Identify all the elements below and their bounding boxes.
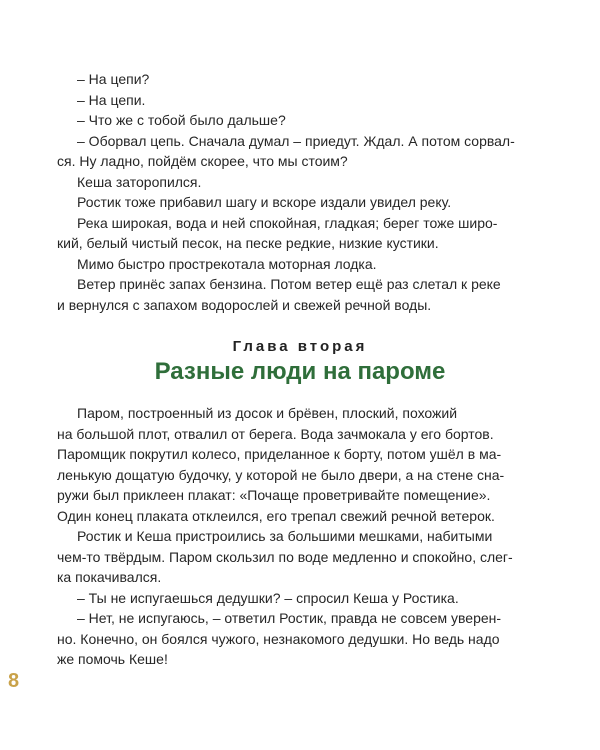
paragraph: – Что же с тобой было дальше? bbox=[77, 112, 286, 128]
paragraph: но. Конечно, он боялся чужого, незнакомого дедушки. Но ведь надо bbox=[57, 630, 500, 647]
paragraph: Паромщик покрутил колесо, приделанное к борту, потом ушёл в ма- bbox=[57, 446, 502, 462]
paragraph: ленькую дощатую будочку, у которой не было двери, а на стене сна- bbox=[57, 466, 505, 483]
paragraph: Ветер принёс запах бензина. Потом ветер ещё раз слетал к реке bbox=[77, 276, 501, 292]
paragraph: – Оборвал цепь. Сначала думал – приедут. Ждал. А потом сорвал- bbox=[77, 132, 515, 149]
page-number: 8 bbox=[8, 670, 20, 692]
paragraph: Ростик и Кеша пристроились за большими мешками, набитыми bbox=[77, 528, 493, 544]
text-block-bottom bbox=[57, 403, 542, 670]
paragraph: ся. Ну ладно, пойдём скорее, что мы стоим? bbox=[57, 153, 348, 169]
paragraph: Паром, построенный из досок и брёвен, плоский, похожий bbox=[77, 405, 458, 421]
paragraph: – На цепи. bbox=[77, 91, 146, 108]
paragraph: Река широкая, вода и ней спокойная, гладкая; берег тоже широ- bbox=[77, 214, 498, 231]
paragraph: Кеша заторопился. bbox=[77, 173, 202, 190]
text-block-top bbox=[57, 69, 542, 315]
paragraph: – Ты не испугаешься дедушки? – спросил Кеша у Ростика. bbox=[77, 589, 459, 606]
paragraph: Мимо быстро прострекотала моторная лодка. bbox=[77, 255, 377, 272]
paragraph: Ростик тоже прибавил шагу и вскоре издали увидел реку. bbox=[77, 194, 452, 210]
paragraph: ружи был приклеен плакат: «Почаще проветривайте помещение». bbox=[57, 487, 491, 503]
paragraph: Один конец плаката отклеился, его трепал свежий речной ветерок. bbox=[57, 507, 495, 524]
paragraph: кий, белый чистый песок, на песке редкие, низкие кустики. bbox=[57, 235, 439, 251]
paragraph: и вернулся с запахом водорослей и свежей речной воды. bbox=[57, 296, 432, 313]
chapter-label: Глава вторая bbox=[232, 338, 368, 355]
chapter-title: Разные люди на пароме bbox=[154, 358, 446, 385]
paragraph: чем-то твёрдым. Паром скользил по воде медленно и спокойно, слег- bbox=[57, 548, 513, 565]
paragraph: – Нет, не испугаюсь, – ответил Ростик, правда не совсем уверен- bbox=[77, 610, 502, 626]
paragraph: же помочь Кеше! bbox=[57, 651, 168, 667]
paragraph: на большой плот, отвалил от берега. Вода зачмокала у его бортов. bbox=[57, 425, 494, 442]
paragraph: – На цепи? bbox=[77, 71, 150, 87]
paragraph: ка покачивался. bbox=[57, 569, 162, 585]
